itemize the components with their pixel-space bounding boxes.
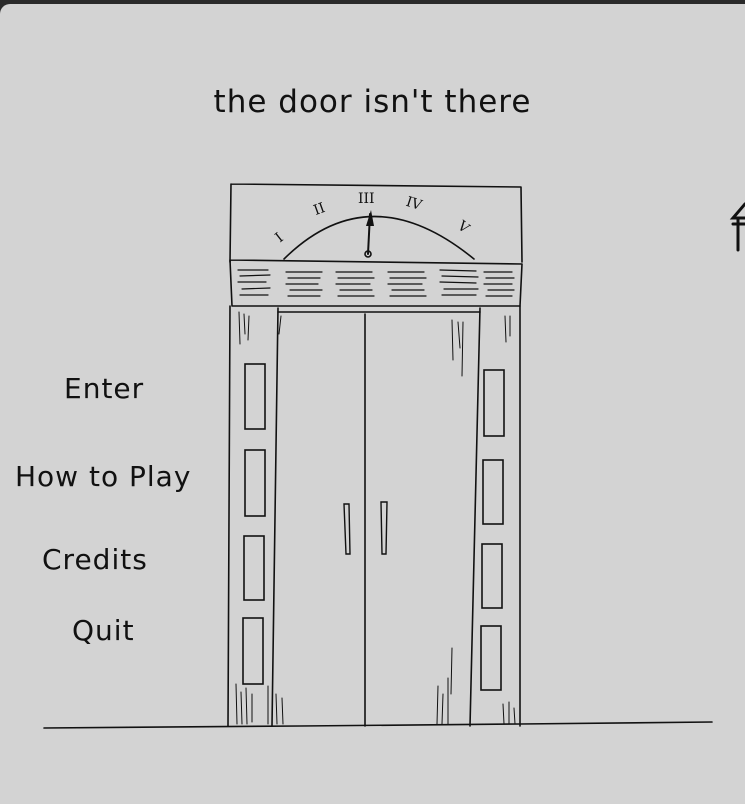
menu-credits-button[interactable]: Credits [42, 543, 148, 576]
floor-line [44, 722, 712, 728]
dial-numeral-1: I [272, 229, 287, 246]
game-title: the door isn't there [213, 84, 532, 120]
menu-enter-button[interactable]: Enter [64, 372, 145, 405]
elevator-frame [230, 184, 522, 262]
dial-numeral-3: III [358, 191, 375, 207]
menu-quit-button[interactable]: Quit [72, 614, 135, 647]
header-hatching [238, 270, 514, 296]
right-pillar-panels [481, 370, 504, 690]
dial-numeral-5: V [454, 218, 473, 237]
floor-dial [284, 217, 474, 260]
right-pillar [470, 306, 520, 726]
edge-bracket [733, 204, 745, 250]
dial-needle-tip [366, 210, 374, 226]
door-frame [278, 312, 480, 726]
right-door-handle [381, 502, 387, 554]
game-window [0, 4, 745, 804]
dial-numeral-2: II [311, 200, 328, 219]
left-door-handle [344, 504, 350, 554]
left-pillar-panels [243, 364, 265, 684]
dial-numeral-4: IV [403, 193, 424, 214]
header-band [230, 260, 522, 306]
menu-how-to-play-button[interactable]: How to Play [15, 460, 192, 493]
